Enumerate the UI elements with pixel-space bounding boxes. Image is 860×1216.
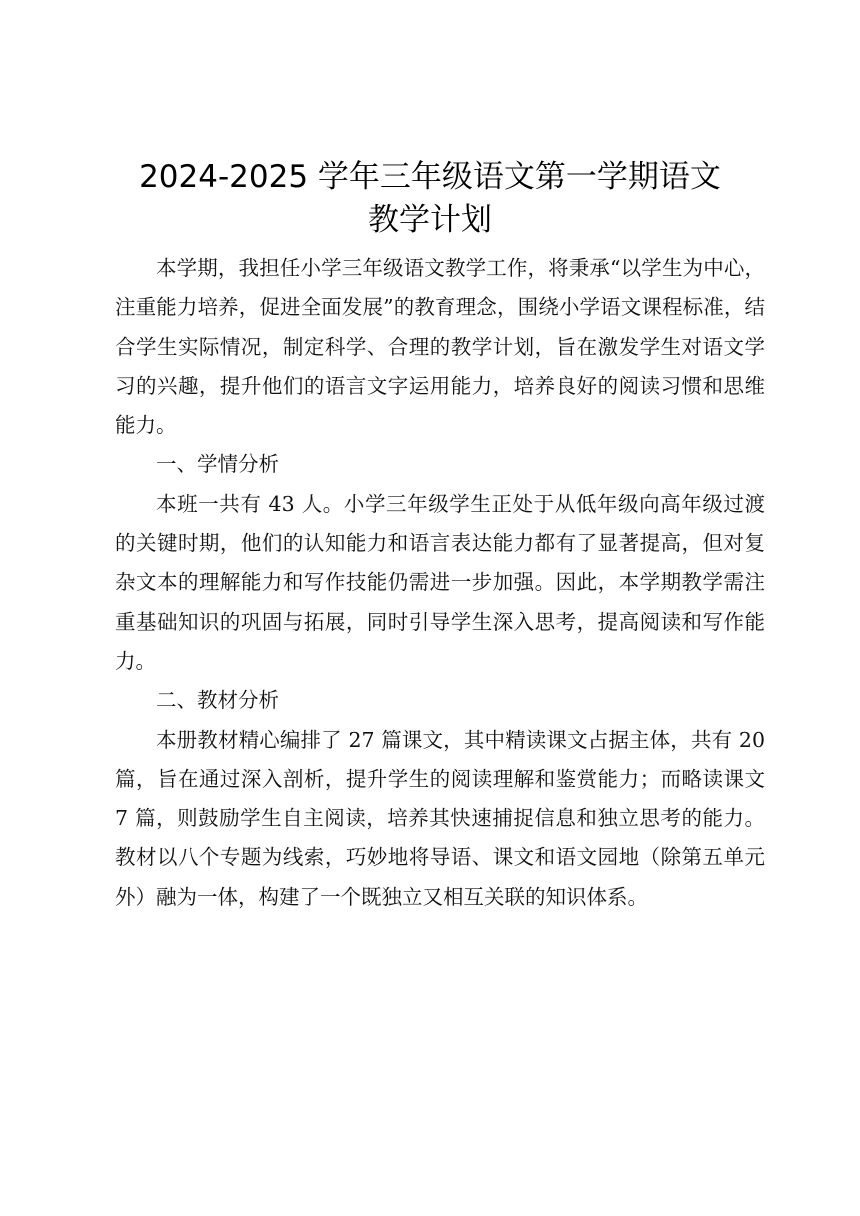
intro-paragraph: 本学期，我担任小学三年级语文教学工作，将秉承“以学生为中心，注重能力培养，促进全面发展”的教育理念，围绕小学语文课程标准，结合学生实际情况，制定科学、合理的教学计划，旨在激发学生对语文学习的兴趣，提升他们的语言文字运用能力，培养良好的阅读习惯和思维能力。 (115, 256, 765, 438)
document-body (115, 249, 765, 917)
document-title-line-1: 2024-2025 学年三年级语文第一学期语文 (139, 159, 721, 195)
section-paragraph-textbook-analysis: 本册教材精心编排了 27 篇课文，其中精读课文占据主体，共有 20 篇，旨在通过深入剖析，提升学生的阅读理解和鉴赏能力；而略读课文 7 篇，则鼓励学生自主阅读，培养其快速捕捉信息和独立思考的能力。教材以八个专题为线索，巧妙地将导语、课文和语文园地（除第五单元外）融为一体，构建了一个既独立又相互关联的知识体系。 (115, 727, 765, 909)
section-heading-textbook-analysis: 二、教材分析 (156, 688, 279, 713)
section-paragraph-learning-analysis: 本班一共有 43 人。小学三年级学生正处于从低年级向高年级过渡的关键时期，他们的认知能力和语言表达能力都有了显著提高，但对复杂文本的理解能力和写作技能仍需进一步加强。因此，本学期教学需注重基础知识的巩固与拓展，同时引导学生深入思考，提高阅读和写作能力。 (115, 491, 765, 673)
document-title-line-2: 教学计划 (368, 202, 492, 238)
section-heading-learning-analysis: 一、学情分析 (156, 452, 279, 477)
